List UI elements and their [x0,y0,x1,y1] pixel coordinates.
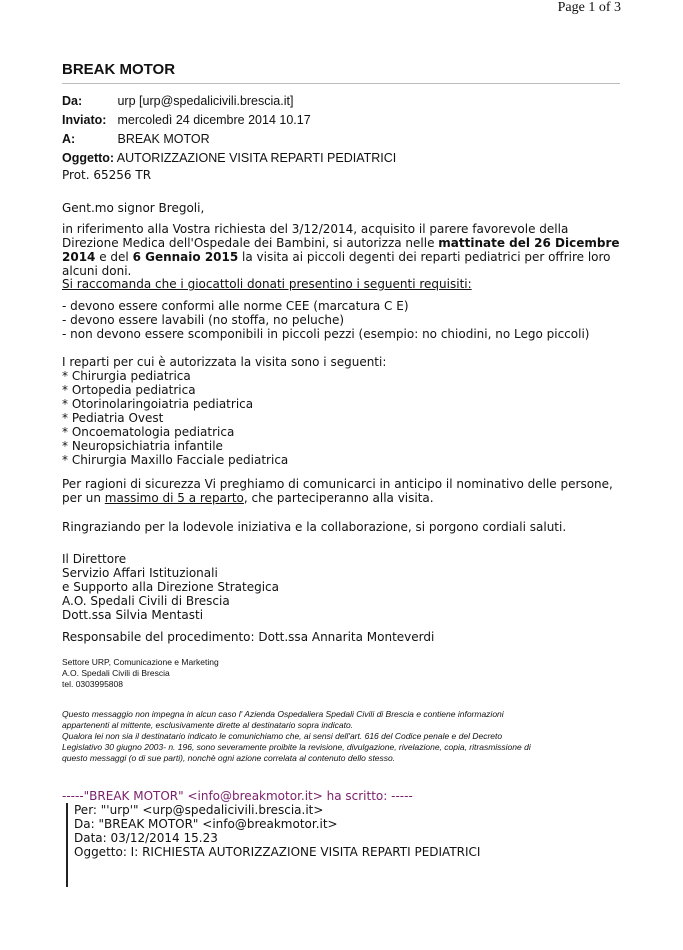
signature-line: Il Direttore [62,552,127,566]
quoted-line: Oggetto: I: RICHIESTA AUTORIZZAZIONE VISITA REPARTI PEDIATRICI [74,845,481,859]
header-value: BREAK MOTOR [117,132,210,146]
list-item: * Pediatria Ovest [62,411,164,425]
quoted-line: Data: 03/12/2014 15.23 [74,831,218,845]
list-item: * Ortopedia pediatrica [62,383,196,397]
header-label: A: [62,132,76,146]
quoted-line: Da: "BREAK MOTOR" <info@breakmotor.it> [74,817,338,831]
header-label: Da: [62,94,83,108]
office-block [62,657,219,690]
body-emphasis: 6 Gennaio 2015 [132,250,239,264]
office-line: tel. 0303995808 [62,679,123,689]
responsible: Responsabile del procedimento: Dott.ssa Annarita Monteverdi [62,630,435,644]
thanks: Ringraziando per la lodevole iniziativa e la collaborazione, si porgono cordiali saluti. [62,520,567,534]
requirements-list [62,299,622,341]
greeting: Gent.mo signor Bregoli, [62,201,205,215]
header-label: Oggetto: [62,151,115,165]
header-sent [62,113,622,127]
forward-header: -----"BREAK MOTOR" <info@breakmotor.it> ha scritto: ----- [62,789,413,803]
signature-line: e Supporto alla Direzione Strategica [62,580,279,594]
list-item: * Neuropsichiatria infantile [62,439,223,453]
signature-line: Dott.ssa Silvia Mentasti [62,608,204,622]
signature-line: A.O. Spedali Civili di Brescia [62,594,230,608]
disclaimer-line: Legislativo 30 giugno 2003- n. 196, sono severamente proibite la revisione, divulgazione, rivelazione, copia, ritrasmissione di [62,742,531,752]
header-value: mercoledì 24 dicembre 2014 10.17 [117,113,311,127]
header-value: AUTORIZZAZIONE VISITA REPARTI PEDIATRICI [116,151,397,165]
header-from [62,94,622,108]
office-line: Settore URP, Comunicazione e Marketing [62,657,219,667]
office-line: A.O. Spedali Civili di Brescia [62,668,170,678]
departments-list [62,369,622,467]
quoted-line: Per: "'urp'" <urp@spedalicivili.brescia.it> [74,803,324,817]
list-item: * Oncoematologia pediatrica [62,425,235,439]
security-paragraph [62,477,622,505]
body-emphasis: mattinate del 26 Dicembre 2014 [62,236,620,264]
page-indicator: Page 1 of 3 [557,0,621,15]
body-text: la visita ai piccoli degenti dei reparti pediatrici per offrire loro alcuni doni. [62,250,611,278]
header-divider [62,83,620,84]
list-item: * Chirurgia pediatrica [62,369,191,383]
body-paragraph [62,222,622,278]
disclaimer [62,709,622,764]
header-label: Inviato: [62,113,107,127]
header-value: urp [urp@spedalicivili.brescia.it] [117,94,294,108]
list-item: - devono essere conformi alle norme CEE (marcatura C E) [62,299,409,313]
header-to [62,132,622,146]
header-subject [62,151,622,165]
signature-line: Servizio Affari Istituzionali [62,566,218,580]
sender-title: BREAK MOTOR [62,61,176,78]
body-text: e del [95,250,133,264]
list-item: - devono essere lavabili (no stoffa, no peluche) [62,313,345,327]
disclaimer-line: questo messaggi (o di sue parti), nonchè ogni azione correlata al contenuto dello stesso. [62,753,396,763]
protocol: Prot. 65256 TR [62,168,152,182]
requirements-heading [62,277,622,291]
departments-intro: I reparti per cui è autorizzata la visita sono i seguenti: [62,355,387,369]
body-text: in riferimento alla Vostra richiesta del 3/12/2014, acquisito il parere favorevole della Direzione Medica dell'Ospedale dei Bambini, si autorizza nelle [62,222,569,250]
body-underline: massimo di 5 a reparto [104,491,244,505]
list-item: - non devono essere scomponibili in piccoli pezzi (esempio: no chiodini, no Lego piccoli) [62,327,590,341]
signature-block [62,552,622,622]
list-item: * Otorinolaringoiatria pediatrica [62,397,254,411]
list-item: * Chirurgia Maxillo Facciale pediatrica [62,453,289,467]
quoted-message [66,803,634,887]
disclaimer-line: Qualora lei non sia il destinatario indicato le comunichiamo che, ai sensi dell'art. 616 del Codice penale e del Decreto [62,731,503,741]
body-text: , che parteciperanno alla visita. [243,491,434,505]
disclaimer-line: appartenenti al mittente, esclusivamente dirette al destinatario sopra indicato. [62,720,354,730]
disclaimer-line: Questo messaggio non impegna in alcun caso l' Azienda Ospedaliera Spedali Civili di Brescia e contiene informazioni [62,709,504,719]
body-text: Per ragioni di sicurezza Vi preghiamo di comunicarci in anticipo il nominativo delle persone, per un [62,477,613,505]
requirements-heading-text: Si raccomanda che i giocattoli donati presentino i seguenti requisiti: [62,277,472,291]
